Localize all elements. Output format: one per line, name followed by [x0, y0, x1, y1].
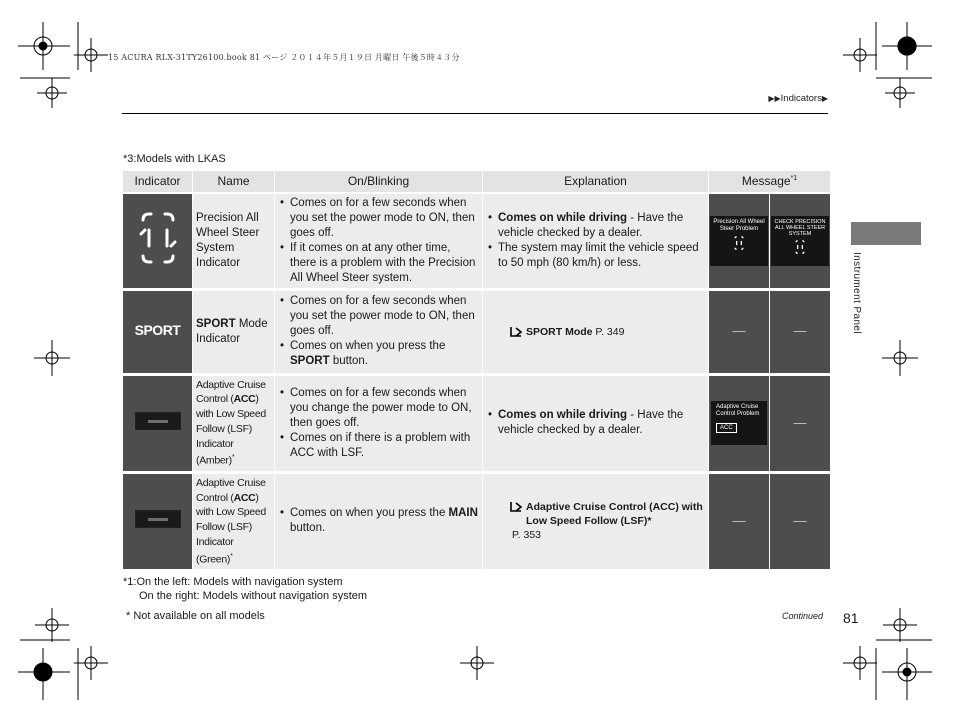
- col-header-on-blinking: On/Blinking: [275, 171, 483, 193]
- page-reference[interactable]: [486, 325, 705, 339]
- list-item: • If it comes on at any other time, there is a problem with the Precision All Wheel Steer system.: [278, 241, 479, 286]
- indicator-name-text: Adaptive Cruise Control (: [196, 378, 266, 406]
- list-item: [486, 211, 705, 241]
- button-name-emphasis: SPORT: [290, 355, 330, 367]
- message-cell-nav: [709, 289, 770, 374]
- availability-star: *: [231, 454, 235, 462]
- indicator-name: [193, 289, 275, 374]
- indicator-table: [122, 170, 831, 572]
- message-footnote-ref: *1: [790, 175, 798, 183]
- message-header-label: Message: [741, 174, 791, 189]
- table-header-row: [123, 171, 831, 193]
- on-blinking-cell: [275, 193, 483, 290]
- footnote-line: *1:On the left: Models with navigation system: [123, 576, 343, 588]
- no-nav-message-screen: [771, 216, 829, 266]
- acc-green-indicator-icon: [135, 510, 181, 528]
- list-item: [486, 408, 705, 438]
- availability-star: *: [230, 552, 233, 560]
- nav-message-text: Adaptive Cruise Control Problem: [716, 404, 760, 418]
- reference-title[interactable]: SPORT Mode: [526, 325, 593, 338]
- on-blinking-cell: [275, 289, 483, 374]
- indicator-cell: [123, 374, 193, 472]
- button-name-emphasis: MAIN: [448, 507, 478, 520]
- message-cell-no-nav: [770, 193, 831, 290]
- indicator-name-text: Mode Indicator: [196, 317, 268, 345]
- list-item: • The system may limit the vehicle speed to 50 mph (80 km/h) or less.: [486, 241, 705, 271]
- table-row: [123, 374, 831, 472]
- reference-arrow-icon: [510, 501, 522, 512]
- breadcrumb-label[interactable]: Indicators: [780, 93, 822, 104]
- indicator-cell: [123, 193, 193, 290]
- footnote-availability: * Not available on all models: [126, 610, 265, 622]
- indicator-name-text: ) with Low Speed Follow (LSF) Indicator (Green): [196, 491, 266, 566]
- no-message-dash: —: [732, 512, 746, 528]
- page-reference[interactable]: [486, 500, 705, 542]
- list-item-text: Comes on when you press the: [290, 507, 449, 520]
- list-item-text: Comes on when you press the: [290, 340, 446, 352]
- explanation-text: - Have the vehicle checked by a dealer.: [498, 211, 684, 239]
- indicator-name: Precision All Wheel Steer System Indicator: [193, 193, 275, 290]
- indicator-name: [193, 374, 275, 472]
- section-label: Instrument Panel: [851, 252, 862, 334]
- no-nav-message-text: CHECK PRECISION ALL WHEEL STEER SYSTEM: [774, 218, 826, 237]
- on-blinking-cell: [275, 374, 483, 472]
- message-cell-no-nav: [770, 472, 831, 570]
- indicator-name-emphasis: SPORT: [196, 317, 236, 330]
- lkas-note: *3:Models with LKAS: [123, 153, 226, 165]
- message-cell-nav: [709, 193, 770, 290]
- list-item: • Comes on if there is a problem with ACC with LSF.: [278, 431, 479, 461]
- message-cell-nav: [709, 472, 770, 570]
- message-cell-nav: [709, 374, 770, 472]
- table-row: [123, 472, 831, 570]
- message-cell-no-nav: [770, 289, 831, 374]
- table-row: [123, 289, 831, 374]
- explanation-emphasis: Comes on while driving: [498, 409, 628, 422]
- nav-message-text: Precision All Wheel Steer Problem: [713, 218, 765, 232]
- col-header-message: [709, 171, 831, 193]
- header-rule: [122, 113, 828, 114]
- col-header-indicator: Indicator: [123, 171, 193, 193]
- list-item: • Comes on for a few seconds when you change the power mode to ON, then goes off.: [278, 386, 479, 431]
- sport-mode-icon: SPORT: [134, 322, 181, 338]
- indicator-cell: [123, 289, 193, 374]
- reference-page[interactable]: P. 353: [512, 529, 542, 542]
- no-message-dash: —: [793, 323, 807, 338]
- breadcrumb-prefix: ▶▶: [768, 94, 781, 103]
- page-number: 81: [843, 610, 859, 626]
- precision-all-wheel-steer-icon: [135, 208, 181, 268]
- indicator-name: [193, 472, 275, 570]
- precision-all-wheel-steer-icon: [733, 235, 745, 251]
- acc-amber-indicator-icon: [135, 412, 181, 430]
- list-item-text: button.: [290, 522, 326, 535]
- no-message-dash: —: [793, 512, 807, 528]
- section-tab[interactable]: [851, 222, 921, 245]
- no-message-dash: —: [793, 414, 807, 430]
- footnote-message: [123, 576, 367, 603]
- col-header-explanation: Explanation: [483, 171, 709, 193]
- explanation-cell: [483, 472, 709, 570]
- list-item: • Comes on for a few seconds when you set the power mode to ON, then goes off.: [278, 196, 479, 241]
- explanation-emphasis: Comes on while driving: [498, 211, 628, 224]
- indicator-name-text: ) with Low Speed Follow (LSF) Indicator (Amber): [196, 393, 266, 467]
- nav-message-screen: [711, 401, 767, 445]
- indicator-name-text: Adaptive Cruise Control (: [196, 476, 266, 504]
- breadcrumb: [768, 93, 828, 104]
- continued-label: Continued: [782, 611, 824, 621]
- footnote-line: On the right: Models without navigation system: [139, 589, 368, 602]
- reference-page[interactable]: P. 349: [592, 325, 625, 338]
- acc-badge: ACC: [716, 423, 737, 433]
- no-message-dash: —: [732, 323, 746, 338]
- explanation-cell: [483, 289, 709, 374]
- reference-title[interactable]: Adaptive Cruise Control (ACC) with Low Speed Follow (LSF)*: [526, 501, 703, 528]
- explanation-text: - Have the vehicle checked by a dealer.: [498, 409, 684, 437]
- explanation-cell: [483, 193, 709, 290]
- indicator-name-emphasis: ACC: [233, 491, 256, 504]
- list-item: [278, 506, 479, 536]
- list-item-text: button.: [329, 355, 368, 367]
- nav-message-screen: [710, 216, 768, 266]
- list-item: • Comes on for a few seconds when you set the power mode to ON, then goes off.: [278, 294, 479, 339]
- indicator-cell: [123, 472, 193, 570]
- indicator-name-emphasis: ACC: [233, 393, 256, 406]
- precision-all-wheel-steer-icon: [794, 239, 806, 255]
- reference-arrow-icon: [510, 326, 522, 337]
- message-cell-no-nav: [770, 374, 831, 472]
- col-header-name: Name: [193, 171, 275, 193]
- table-row: [123, 193, 831, 290]
- explanation-cell: [483, 374, 709, 472]
- list-item: [278, 339, 479, 369]
- breadcrumb-suffix: ▶: [821, 94, 828, 103]
- print-info-line: 15 ACURA RLX-31TY26100.book 81 ページ ２０１４年５月１９日 月曜日 午後５時４３分: [108, 53, 460, 62]
- on-blinking-cell: [275, 472, 483, 570]
